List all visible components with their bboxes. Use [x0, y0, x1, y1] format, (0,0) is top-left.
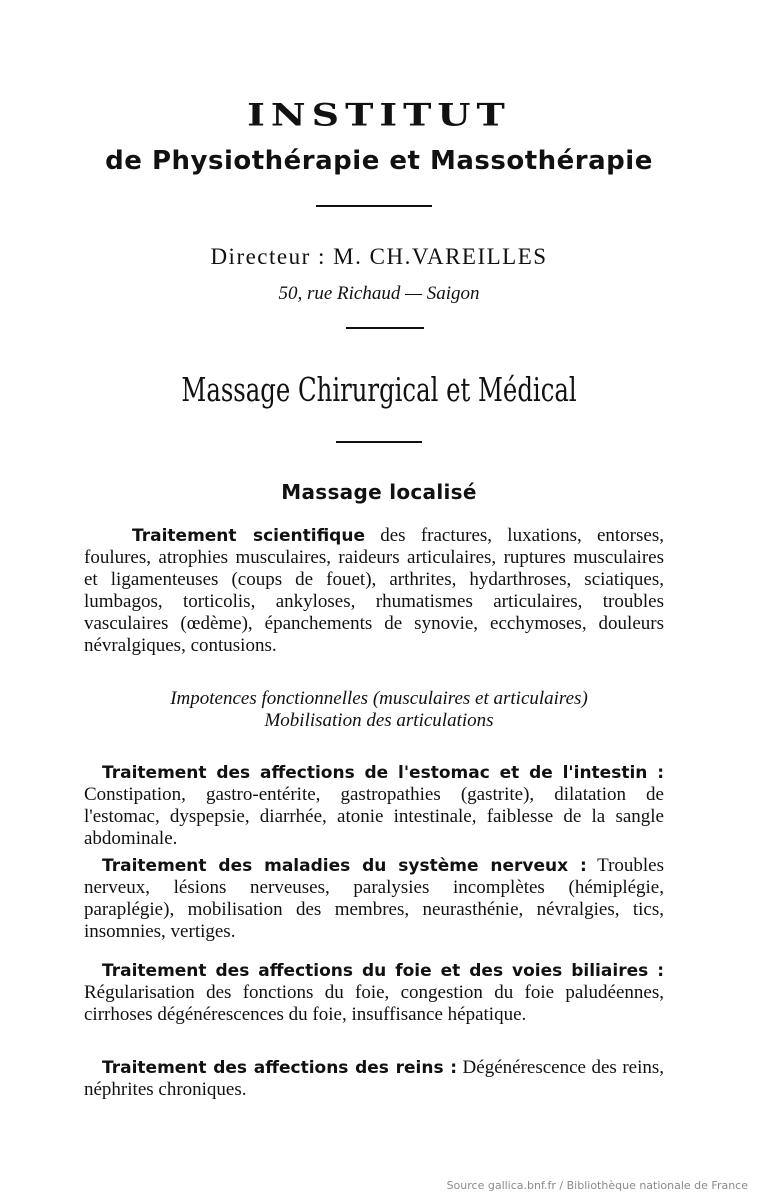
section-subheading: Massage localisé: [281, 480, 477, 504]
divider-rule: [336, 441, 422, 443]
paragraph-body: Régularisation des fonctions du foie, congestion du foie paludéennes, cirrhoses dégénérescences du foie, insuffisance hépatique.: [84, 982, 664, 1025]
paragraph-body: Dégénérescence des reins, néphrites chroniques.: [84, 1057, 664, 1100]
institute-title: INSTITUT: [247, 96, 511, 133]
mobilisation-line: Mobilisation des articulations: [264, 710, 494, 731]
paragraph-body: Troubles nerveux, lésions nerveuses, paralysies incomplètes (hémiplégie, paraplégie), mobilisation des membres, neurasthénie, névralgies, tics, insomnies, vertiges.: [84, 855, 665, 942]
paragraph-fractures: [84, 525, 664, 657]
paragraph-reins: [84, 1057, 664, 1101]
paragraph-body: Constipation, gastro-entérite, gastropathies (gastrite), dilatation de l'estomac, dyspepsie, diarrhée, atonie intestinale, faiblesse de la sangle abdominale.: [84, 784, 664, 849]
source-credit: Source gallica.bnf.fr / Bibliothèque nationale de France: [446, 1179, 748, 1192]
divider-rule: [316, 205, 432, 207]
paragraph-lead: Traitement scientifique: [132, 526, 365, 546]
paragraph-body: des fractures, luxations, entorses, foulures, atrophies musculaires, raideurs articulaires, ruptures musculaires et ligamenteuses (coups de fouet), arthrites, hydarthroses, sciatiques, lumbagos, torticolis, ankyloses, rhumatismes articulaires, troubles vasculaires (œdème), épanchements de synovie, ecchymoses, douleurs névralgiques, contusions.: [84, 525, 664, 656]
paragraph-lead: Traitement des maladies du système nerveux :: [102, 856, 587, 876]
divider-rule: [346, 327, 424, 329]
address-line: 50, rue Richaud — Saigon: [278, 283, 480, 304]
institute-subtitle: de Physiothérapie et Massothérapie: [105, 146, 653, 176]
paragraph-estomac: [84, 762, 664, 850]
director-line: Directeur : M. CH.VAREILLES: [210, 244, 548, 269]
paragraph-nerveux: [84, 855, 664, 943]
paragraph-lead: Traitement des affections du foie et des voies biliaires :: [102, 961, 664, 981]
impotences-line: Impotences fonctionnelles (musculaires et articulaires): [170, 688, 588, 709]
impotences-block: [0, 688, 758, 732]
paragraph-foie: [84, 960, 664, 1026]
paragraph-lead: Traitement des affections des reins :: [102, 1058, 458, 1078]
section-heading: Massage Chirurgical et Médical: [181, 370, 577, 409]
paragraph-lead: Traitement des affections de l'estomac et de l'intestin :: [102, 763, 664, 783]
